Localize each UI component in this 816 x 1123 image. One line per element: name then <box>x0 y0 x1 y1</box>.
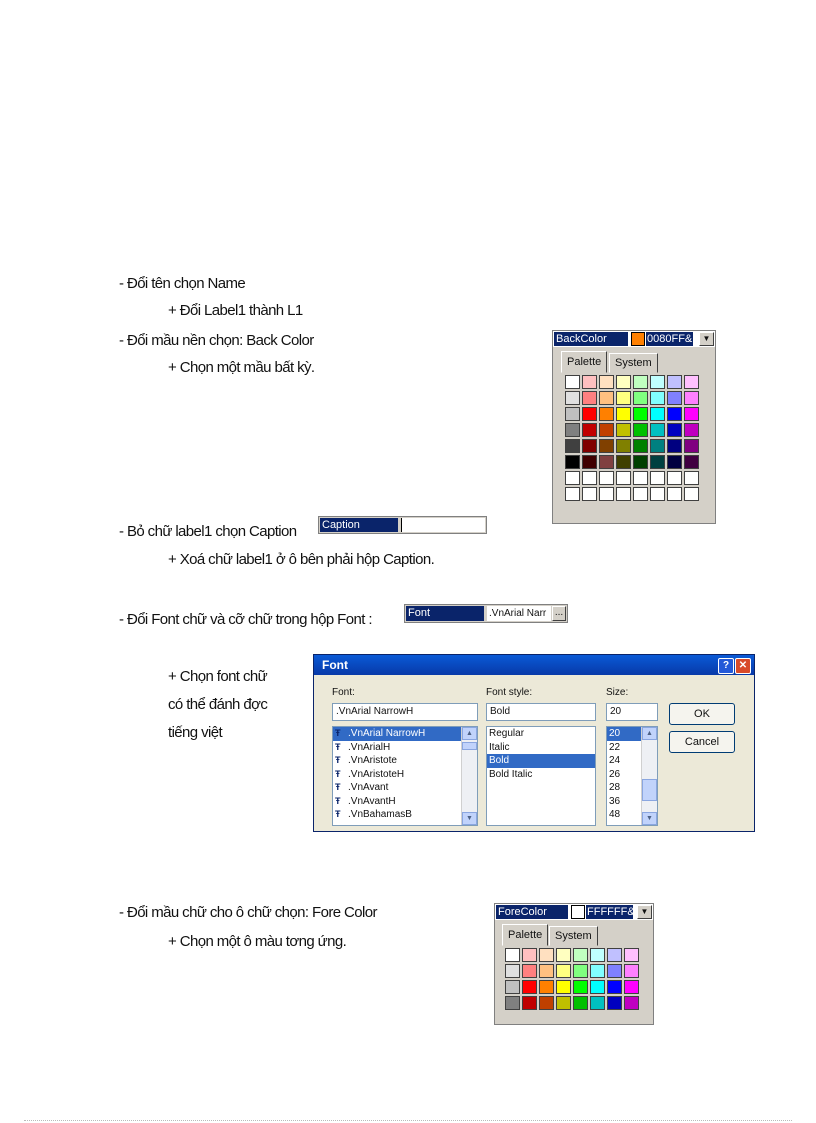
color-cell[interactable] <box>616 423 631 437</box>
scroll-up-icon[interactable]: ▲ <box>462 727 477 740</box>
text-backcolor: - Đổi mầu nền chọn: Back Color <box>119 332 314 349</box>
font-list-item[interactable] <box>333 754 477 768</box>
color-cell[interactable] <box>633 487 648 501</box>
color-cell[interactable] <box>633 455 648 469</box>
color-cell[interactable] <box>607 964 622 978</box>
text-font-choose-2: có thể đánh đợc <box>168 696 268 713</box>
color-cell[interactable] <box>565 391 580 405</box>
font-list-item-label: .VnArial NarrowH <box>348 728 426 739</box>
color-cell[interactable] <box>684 471 699 485</box>
truetype-font-icon: Ŧ <box>335 795 341 806</box>
color-cell[interactable] <box>650 375 665 389</box>
color-cell[interactable] <box>565 423 580 437</box>
color-cell[interactable] <box>633 423 648 437</box>
truetype-font-icon: Ŧ <box>335 809 341 819</box>
color-cell[interactable] <box>599 375 614 389</box>
bottom-divider <box>24 1120 792 1121</box>
color-cell[interactable] <box>565 487 580 501</box>
text-font-choose-1: + Chọn font chữ <box>168 668 268 685</box>
size-list <box>606 726 658 826</box>
color-cell[interactable] <box>522 964 537 978</box>
color-cell[interactable] <box>505 996 520 1010</box>
truetype-font-icon: Ŧ <box>335 728 341 738</box>
style-list-item-label: Regular <box>489 728 525 739</box>
backcolor-grid <box>565 375 699 501</box>
color-cell[interactable] <box>590 980 605 994</box>
color-cell[interactable] <box>607 980 622 994</box>
text-caption-delete: + Xoá chữ label1 ở ô bên phải hộp Caption. <box>168 551 435 568</box>
size-list-item-label: 24 <box>609 755 621 766</box>
font-label: Font: <box>332 687 355 698</box>
cancel-button[interactable]: Cancel <box>669 731 735 753</box>
color-cell[interactable] <box>522 996 537 1010</box>
color-cell[interactable] <box>539 980 554 994</box>
color-cell[interactable] <box>667 407 682 421</box>
font-style-label: Font style: <box>486 687 533 698</box>
color-cell[interactable] <box>582 439 597 453</box>
style-list-item[interactable] <box>487 741 595 755</box>
color-cell[interactable] <box>650 471 665 485</box>
color-cell[interactable] <box>650 391 665 405</box>
color-cell[interactable] <box>667 439 682 453</box>
size-scroll-down-icon[interactable]: ▼ <box>642 812 657 825</box>
size-list-item-label: 36 <box>609 795 621 807</box>
truetype-font-icon: Ŧ <box>335 782 341 792</box>
color-cell[interactable] <box>667 375 682 389</box>
truetype-font-icon: Ŧ <box>335 768 341 779</box>
text-font: - Đổi Font chữ và cỡ chữ trong hộp Font : <box>119 611 372 628</box>
style-list-item-label: Bold Italic <box>489 768 533 780</box>
color-cell[interactable] <box>599 439 614 453</box>
color-cell[interactable] <box>624 964 639 978</box>
color-cell[interactable] <box>633 439 648 453</box>
color-cell[interactable] <box>607 948 622 962</box>
color-cell[interactable] <box>624 948 639 962</box>
color-cell[interactable] <box>633 471 648 485</box>
color-cell[interactable] <box>582 455 597 469</box>
size-scroll-thumb[interactable] <box>642 779 657 801</box>
color-cell[interactable] <box>667 391 682 405</box>
style-list-item[interactable] <box>487 754 595 768</box>
color-cell[interactable] <box>565 407 580 421</box>
ok-button[interactable]: OK <box>669 703 735 725</box>
color-cell[interactable] <box>582 391 597 405</box>
color-cell[interactable] <box>667 455 682 469</box>
color-cell[interactable] <box>590 948 605 962</box>
fore-tab-system[interactable]: System <box>549 926 598 946</box>
color-cell[interactable] <box>556 964 571 978</box>
color-cell[interactable] <box>599 487 614 501</box>
font-list-item[interactable] <box>333 795 477 809</box>
color-cell[interactable] <box>616 391 631 405</box>
color-cell[interactable] <box>582 471 597 485</box>
color-cell[interactable] <box>599 407 614 421</box>
color-cell[interactable] <box>684 455 699 469</box>
color-cell[interactable] <box>633 391 648 405</box>
font-property-value[interactable]: .VnArial Narr <box>487 606 551 621</box>
color-cell[interactable] <box>684 391 699 405</box>
color-cell[interactable] <box>565 471 580 485</box>
caption-value-field[interactable] <box>401 518 485 532</box>
font-list-item-label: .VnAristote <box>348 755 397 766</box>
color-cell[interactable] <box>616 487 631 501</box>
color-cell[interactable] <box>616 471 631 485</box>
font-list-item[interactable] <box>333 781 477 795</box>
color-cell[interactable] <box>565 375 580 389</box>
backcolor-swatch <box>631 332 645 346</box>
close-icon[interactable]: ✕ <box>735 658 751 674</box>
size-label: Size: <box>606 687 629 698</box>
color-cell[interactable] <box>539 996 554 1010</box>
size-list-item-label: 22 <box>609 741 621 753</box>
color-cell[interactable] <box>650 455 665 469</box>
color-cell[interactable] <box>582 375 597 389</box>
tab-palette[interactable]: Palette <box>561 351 607 373</box>
color-cell[interactable] <box>573 948 588 962</box>
forecolor-palette-window <box>494 903 654 1025</box>
fore-tab-palette[interactable]: Palette <box>502 924 548 946</box>
color-cell[interactable] <box>565 439 580 453</box>
color-cell[interactable] <box>616 407 631 421</box>
backcolor-property-name: BackColor <box>554 332 628 346</box>
style-list-item[interactable] <box>487 727 595 741</box>
color-cell[interactable] <box>616 439 631 453</box>
font-list-item[interactable] <box>333 727 477 741</box>
color-cell[interactable] <box>684 439 699 453</box>
font-dialog <box>313 654 755 832</box>
color-cell[interactable] <box>505 964 520 978</box>
size-list-item-label: 28 <box>609 782 621 793</box>
color-cell[interactable] <box>650 423 665 437</box>
color-cell[interactable] <box>599 423 614 437</box>
font-list-item-label: .VnAvant <box>348 782 389 793</box>
forecolor-dropdown-icon[interactable]: ▼ <box>637 905 652 919</box>
style-list-item[interactable] <box>487 768 595 782</box>
font-list-item-label: .VnArialH <box>348 741 391 753</box>
scroll-down-icon[interactable]: ▼ <box>462 812 477 825</box>
font-property-row <box>404 604 568 623</box>
font-list-item[interactable] <box>333 808 477 822</box>
color-cell[interactable] <box>607 996 622 1010</box>
font-ellipsis-button[interactable]: ... <box>552 606 566 621</box>
color-cell[interactable] <box>633 375 648 389</box>
truetype-font-icon: Ŧ <box>335 741 341 752</box>
color-cell[interactable] <box>633 407 648 421</box>
size-list-scrollbar[interactable] <box>641 727 657 825</box>
color-cell[interactable] <box>582 407 597 421</box>
color-cell[interactable] <box>667 471 682 485</box>
color-cell[interactable] <box>624 996 639 1010</box>
style-list-item-label: Bold <box>489 755 510 766</box>
size-scroll-up-icon[interactable]: ▲ <box>642 727 657 740</box>
color-cell[interactable] <box>684 423 699 437</box>
text-font-choose-3: tiếng việt <box>168 724 223 741</box>
color-cell[interactable] <box>505 980 520 994</box>
font-list-scrollbar[interactable] <box>461 727 477 825</box>
style-list-item-label: Italic <box>489 741 510 753</box>
color-cell[interactable] <box>650 439 665 453</box>
color-cell[interactable] <box>573 964 588 978</box>
backcolor-palette-window <box>552 330 716 524</box>
font-list-item-label: .VnBahamasB <box>348 809 412 820</box>
help-icon[interactable]: ? <box>718 658 734 674</box>
color-cell[interactable] <box>522 980 537 994</box>
color-cell[interactable] <box>556 948 571 962</box>
font-list-item[interactable] <box>333 768 477 782</box>
caption-property-row <box>318 516 487 534</box>
font-style-list <box>486 726 596 826</box>
color-cell[interactable] <box>539 964 554 978</box>
color-cell[interactable] <box>684 375 699 389</box>
text-forecolor-choose: + Chọn một ô màu tơng ứng. <box>168 933 347 950</box>
font-list-item-label: .VnAristoteH <box>348 768 405 780</box>
tab-system[interactable]: System <box>609 353 658 373</box>
forecolor-grid <box>505 948 639 1010</box>
color-cell[interactable] <box>582 487 597 501</box>
color-cell[interactable] <box>667 487 682 501</box>
color-cell[interactable] <box>684 487 699 501</box>
text-rename-label: + Đổi Label1 thành L1 <box>168 302 303 319</box>
color-cell[interactable] <box>616 375 631 389</box>
size-input[interactable]: 20 <box>606 703 658 721</box>
truetype-font-icon: Ŧ <box>335 755 341 765</box>
color-cell[interactable] <box>556 996 571 1010</box>
font-style-input[interactable]: Bold <box>486 703 596 721</box>
forecolor-value[interactable]: FFFFFF& <box>587 906 635 918</box>
color-cell[interactable] <box>616 455 631 469</box>
size-list-item-label: 48 <box>609 809 621 820</box>
color-cell[interactable] <box>522 948 537 962</box>
color-cell[interactable] <box>505 948 520 962</box>
backcolor-value[interactable]: 0080FF& <box>647 333 693 345</box>
size-list-item-label: 26 <box>609 768 621 780</box>
color-cell[interactable] <box>624 980 639 994</box>
font-list-item[interactable] <box>333 741 477 755</box>
size-list-item-label: 20 <box>609 728 621 739</box>
font-name-input[interactable]: .VnArial NarrowH <box>332 703 478 721</box>
forecolor-property-name: ForeColor <box>496 905 568 919</box>
color-cell[interactable] <box>573 980 588 994</box>
font-property-name: Font <box>406 606 484 621</box>
color-cell[interactable] <box>684 407 699 421</box>
color-cell[interactable] <box>599 391 614 405</box>
text-backcolor-choose: + Chọn một mầu bất kỳ. <box>168 359 315 376</box>
color-cell[interactable] <box>650 407 665 421</box>
color-cell[interactable] <box>565 455 580 469</box>
color-cell[interactable] <box>599 455 614 469</box>
color-cell[interactable] <box>590 996 605 1010</box>
color-cell[interactable] <box>556 980 571 994</box>
caption-property-name: Caption <box>320 518 398 532</box>
forecolor-swatch <box>571 905 585 919</box>
color-cell[interactable] <box>573 996 588 1010</box>
color-cell[interactable] <box>582 423 597 437</box>
text-caption: - Bỏ chữ label1 chọn Caption <box>119 523 297 540</box>
text-rename: - Đổi tên chọn Name <box>119 275 246 292</box>
color-cell[interactable] <box>599 471 614 485</box>
font-dialog-title: Font <box>314 655 754 675</box>
scroll-thumb[interactable] <box>462 742 477 750</box>
backcolor-dropdown-icon[interactable]: ▼ <box>699 332 714 346</box>
color-cell[interactable] <box>539 948 554 962</box>
font-list <box>332 726 478 826</box>
color-cell[interactable] <box>667 423 682 437</box>
color-cell[interactable] <box>650 487 665 501</box>
text-forecolor: - Đổi mầu chữ cho ô chữ chọn: Fore Color <box>119 904 377 921</box>
color-cell[interactable] <box>590 964 605 978</box>
font-list-item-label: .VnAvantH <box>348 795 396 807</box>
